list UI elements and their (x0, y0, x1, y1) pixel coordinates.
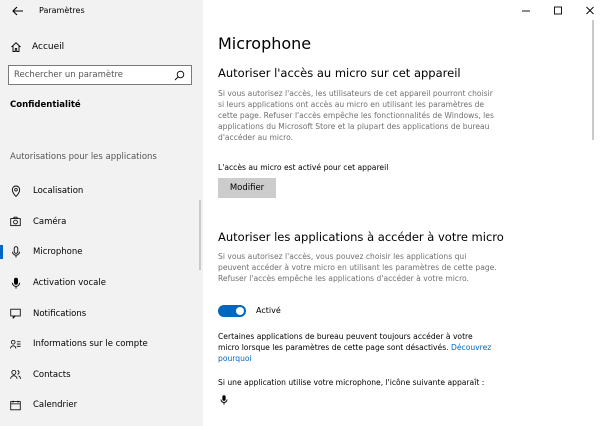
search-input[interactable] (8, 65, 192, 85)
sidebar-item-label: Notifications (33, 308, 87, 319)
sidebar-item-informations-compte[interactable] (0, 329, 203, 360)
search-icon[interactable] (174, 70, 185, 81)
search-placeholder: Rechercher un paramètre (14, 70, 124, 80)
desc-line: si leurs applications ont accès au micro en utilisant les paramètres de (218, 99, 485, 109)
modify-button[interactable]: Modifier (218, 178, 276, 198)
desc-line: peuvent accéder à votre micro en utilisant les paramètres de cette page. (218, 262, 497, 272)
sidebar-item-localisation[interactable] (0, 176, 203, 207)
section-heading-device-access: Autoriser l'accès au micro sur cet appareil (218, 66, 461, 80)
sidebar-item-microphone[interactable] (0, 237, 203, 268)
note-line-text: micro lorsque les paramètres de cette page sont désactivés. (218, 342, 449, 352)
desc-line: Si vous autorisez l'accès, vous pouvez choisir les applications qui (218, 252, 467, 261)
group-title: Autorisations pour les applications (10, 152, 157, 162)
section-title: Confidentialité (10, 100, 81, 110)
note-line: Certaines applications de bureau peuvent toujours accéder à votre (218, 332, 473, 341)
desc-line: d'accéder au micro. (218, 132, 294, 142)
sidebar (0, 0, 203, 426)
location-pin-icon (11, 185, 21, 197)
account-info-icon (10, 339, 21, 350)
home-label: Accueil (32, 42, 65, 52)
sidebar-item-contacts[interactable] (0, 360, 203, 391)
microphone-icon (11, 246, 21, 258)
toggle-knob (236, 307, 244, 315)
sidebar-item-camera[interactable] (0, 207, 203, 238)
sidebar-item-label: Activation vocale (33, 278, 106, 289)
voice-activation-icon (11, 277, 21, 289)
sidebar-item-label: Localisation (33, 186, 84, 197)
app-access-description (218, 252, 586, 285)
desc-line: Refuser l'accès empêche les applications d'accéder à votre micro. (218, 273, 469, 283)
notifications-icon (10, 308, 21, 319)
calendar-icon (10, 400, 21, 411)
desc-line: cette page. Refuser l'accès empêche les fonctionnalités de Windows, les (218, 110, 494, 120)
learn-why-link-part1[interactable]: Découvrez (451, 342, 492, 352)
sidebar-item-label: Microphone (33, 247, 83, 258)
section-heading-app-access: Autoriser les applications à accéder à votre micro (218, 230, 504, 244)
contacts-icon (10, 369, 21, 380)
page-title: Microphone (218, 34, 312, 53)
microphone-indicator (220, 390, 228, 400)
maximize-icon (550, 4, 566, 18)
close-icon (582, 4, 598, 18)
back-button[interactable] (10, 3, 26, 19)
sidebar-item-label: Calendrier (33, 400, 78, 411)
camera-icon (10, 216, 21, 227)
home-link[interactable] (10, 40, 64, 54)
app-access-toggle[interactable] (218, 305, 246, 317)
sidebar-item-calendrier[interactable] (0, 390, 203, 421)
sidebar-item-notifications[interactable] (0, 298, 203, 329)
desc-line: Si vous autorisez l'accès, les utilisateurs de cet appareil pourront choisir (218, 89, 493, 98)
minimize-button[interactable] (518, 3, 534, 17)
device-access-status: L'accès au micro est activé pour cet appareil (218, 163, 389, 172)
main-pane (203, 0, 600, 426)
toggle-label: Activé (256, 306, 281, 315)
device-access-description (218, 89, 586, 144)
desktop-apps-note (218, 332, 586, 365)
maximize-button[interactable] (550, 3, 566, 17)
minimize-icon (518, 4, 534, 18)
app-title: Paramètres (39, 6, 85, 15)
close-button[interactable] (582, 3, 598, 17)
sidebar-scrollbar[interactable] (199, 200, 201, 270)
desc-line: applications du Microsoft Store et la plupart des applications de bureau (218, 121, 490, 131)
sidebar-item-label: Caméra (33, 216, 67, 227)
sidebar-item-label: Informations sur le compte (33, 339, 148, 350)
indicator-text: Si une application utilise votre microphone, l'icône suivante apparaît : (218, 378, 485, 387)
microphone-in-use-icon (220, 395, 228, 405)
main-scrollbar[interactable] (592, 20, 594, 140)
sidebar-nav (0, 176, 203, 421)
note-line (218, 343, 586, 354)
arrow-left-icon (10, 3, 26, 19)
home-icon (10, 41, 22, 53)
sidebar-item-label: Contacts (33, 369, 71, 380)
learn-why-link-part2[interactable]: pourquoi (218, 353, 252, 363)
sidebar-item-activation-vocale[interactable] (0, 268, 203, 299)
